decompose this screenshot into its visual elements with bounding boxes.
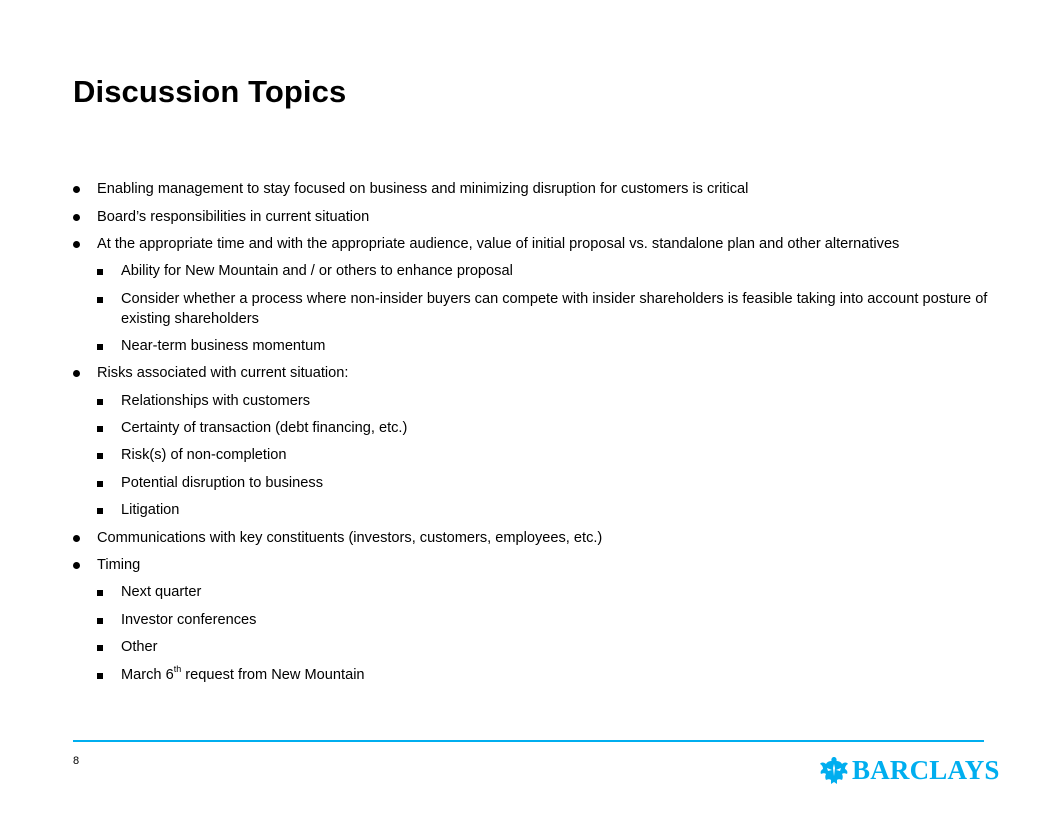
list-item xyxy=(97,529,997,549)
brand-name: BARCLAYS xyxy=(852,755,1000,785)
list-item-text: Timing xyxy=(97,557,141,573)
bullet-dot-icon xyxy=(73,562,80,569)
footer-divider xyxy=(73,740,984,742)
bullet-dot-icon xyxy=(73,370,80,377)
bullet-square-icon xyxy=(97,426,103,432)
list-item xyxy=(121,392,991,412)
bullet-square-icon xyxy=(97,297,103,303)
list-item-text: Ability for New Mountain and / or others to enhance proposal xyxy=(121,263,513,279)
bullet-dot-icon xyxy=(73,186,80,193)
page-title: Discussion Topics xyxy=(73,74,347,109)
list-item xyxy=(121,446,991,466)
barclays-logo xyxy=(820,755,1000,786)
list-item-text: Risk(s) of non-completion xyxy=(121,447,287,463)
list-item xyxy=(121,501,991,521)
bullet-dot-icon xyxy=(73,241,80,248)
bullet-dot-icon xyxy=(73,214,80,221)
bullet-square-icon xyxy=(97,269,103,275)
bullet-square-icon xyxy=(97,453,103,459)
eagle-icon xyxy=(820,756,848,786)
list-item-text: Next quarter xyxy=(121,584,202,600)
bullet-square-icon xyxy=(97,618,103,624)
list-item-text: Relationships with customers xyxy=(121,393,310,409)
list-item xyxy=(121,666,991,686)
list-item xyxy=(121,474,991,494)
list-item-text: Enabling management to stay focused on business and minimizing disruption for customers is critical xyxy=(97,181,749,197)
list-item xyxy=(121,419,991,439)
list-item xyxy=(97,364,997,384)
list-item-text: Risks associated with current situation: xyxy=(97,365,349,381)
list-item xyxy=(121,262,991,282)
list-item xyxy=(121,611,991,631)
list-item-text: Certainty of transaction (debt financing, etc.) xyxy=(121,420,408,436)
list-item xyxy=(121,290,991,329)
list-item xyxy=(121,638,991,658)
list-item-text: Communications with key constituents (investors, customers, employees, etc.) xyxy=(97,530,603,546)
bullet-square-icon xyxy=(97,508,103,514)
list-item xyxy=(121,337,991,357)
bullet-square-icon xyxy=(97,645,103,651)
list-item-text: At the appropriate time and with the appropriate audience, value of initial proposal vs. standalone plan and other alternatives xyxy=(97,236,900,252)
list-item-text: Consider whether a process where non-insider buyers can compete with insider shareholders is feasible taking into account posture of existing shareholders xyxy=(121,291,988,327)
list-item-text: Potential disruption to business xyxy=(121,475,324,491)
list-item-text: Near-term business momentum xyxy=(121,338,326,354)
bullet-square-icon xyxy=(97,590,103,596)
bullet-square-icon xyxy=(97,673,103,679)
list-item-text: Board’s responsibilities in current situation xyxy=(97,209,370,225)
bullet-dot-icon xyxy=(73,535,80,542)
list-item xyxy=(97,180,997,200)
bullet-square-icon xyxy=(97,344,103,350)
list-item xyxy=(97,556,997,576)
list-item-text: Litigation xyxy=(121,502,180,518)
list-item xyxy=(97,235,997,255)
bullet-square-icon xyxy=(97,481,103,487)
list-item-text: March 6th request from New Mountain xyxy=(121,664,365,683)
list-item xyxy=(121,583,991,603)
list-item xyxy=(97,208,997,228)
list-item-text: Other xyxy=(121,639,158,655)
list-item-text: Investor conferences xyxy=(121,612,257,628)
bullet-square-icon xyxy=(97,399,103,405)
page-number: 8 xyxy=(73,755,80,767)
